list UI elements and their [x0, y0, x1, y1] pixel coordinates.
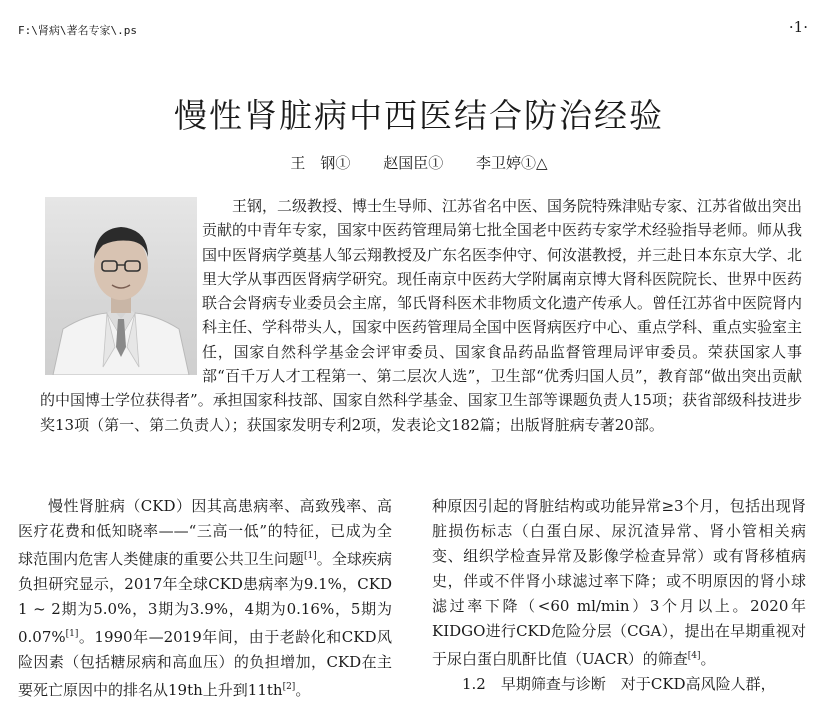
- author-3: 李卫婷①△: [476, 154, 548, 172]
- author-1: 王 钢①: [290, 154, 351, 172]
- reference-2[interactable]: [2]: [282, 682, 296, 692]
- article-title: 慢性肾脏病中西医结合防治经验: [174, 96, 664, 135]
- author-biography: [40, 194, 802, 437]
- definition-text-2: 。: [700, 650, 716, 668]
- definition-text-1: 种原因引起的肾脏结构或功能异常≥3个月，包括出现肾脏损伤标志（白蛋白尿、尿沉渣异常、肾小管相关病变、组织学检查异常及影像学检查异常）或有肾移植病史，伴或不伴肾小球滤过率下降；或不明原因的肾小球滤过率下降（<60 ml/min）3个月以上。2020年KIDGO进行CKD危险分层（CGA），提出在早期重视对于尿白蛋白肌酐比值（UACR）的筛查: [432, 497, 806, 668]
- paragraph-intro: [18, 494, 392, 703]
- intro-text-3: 。1990年—2019年间，由于老龄化和CKD风险因素（包括糖尿病和高血压）的负担增加，CKD在主要死亡原因中的排名从19th上升到11th: [18, 628, 392, 699]
- intro-text-2: 。全球疾病负担研究显示，2017年全球CKD患病率为9.1%，CKD 1 ~ 2期为5.0%，3期为3.9%，4期为0.16%，5期为0.07%: [18, 550, 392, 646]
- intro-text-4: 。: [295, 681, 311, 699]
- biography-text: 王钢，二级教授、博士生导师、江苏省名中医、国务院特殊津贴专家、江苏省做出突出贡献的中青年专家，国家中医药管理局第七批全国老中医药专家学术经验指导老师。师从我国中医肾病学奠基人邹云翔教授及广东名医李仲守、何汝湛教授，并三赴日本东京大学、北里大学从事西医肾病学研究。现任南京中医药大学附属南京博大肾科医院院长、世界中医药联合会肾病专业委员会主席，邹氏肾科医术非物质文化遗产传承人。曾任江苏省中医院肾内科主任、学科带头人，国家中医药管理局全国中医肾病医疗中心、重点学科、重点实验室主任，国家自然科学基金会评审委员、国家食品药品监督管理局评审委员。荣获国家人事部“百千万人才工程第一、第二层次人选”，卫生部“优秀归国人员”，教育部“做出突出贡献的中国博士学位获得者”。承担国家科技部、国家自然科学基金、国家卫生部等课题负责人15项；获省部级科技进步奖13项（第一、第二负责人）；获国家发明专利2项，发表论文182篇；出版肾脏病专著20部。: [40, 197, 803, 434]
- body-column-left: [18, 494, 392, 703]
- reference-4[interactable]: [4]: [687, 651, 701, 661]
- author-2: 赵国臣①: [383, 154, 444, 172]
- page-number: ·1·: [788, 18, 808, 36]
- paragraph-definition: [432, 494, 806, 672]
- authors: [0, 152, 838, 173]
- reference-1b[interactable]: [1]: [65, 629, 79, 639]
- file-path: F:\肾病\著名专家\.ps: [18, 24, 137, 37]
- reference-1[interactable]: [1]: [303, 551, 317, 561]
- section-1-2-heading: 1.2 早期筛查与诊断 对于CKD高风险人群，: [462, 675, 776, 693]
- body-column-right: [432, 494, 806, 697]
- intro-text-1: 慢性肾脏病（CKD）因其高患病率、高致残率、高医疗花费和低知晓率——“三高一低”的特征，已成为全球范围内危害人类健康的重要公共卫生问题: [18, 497, 392, 568]
